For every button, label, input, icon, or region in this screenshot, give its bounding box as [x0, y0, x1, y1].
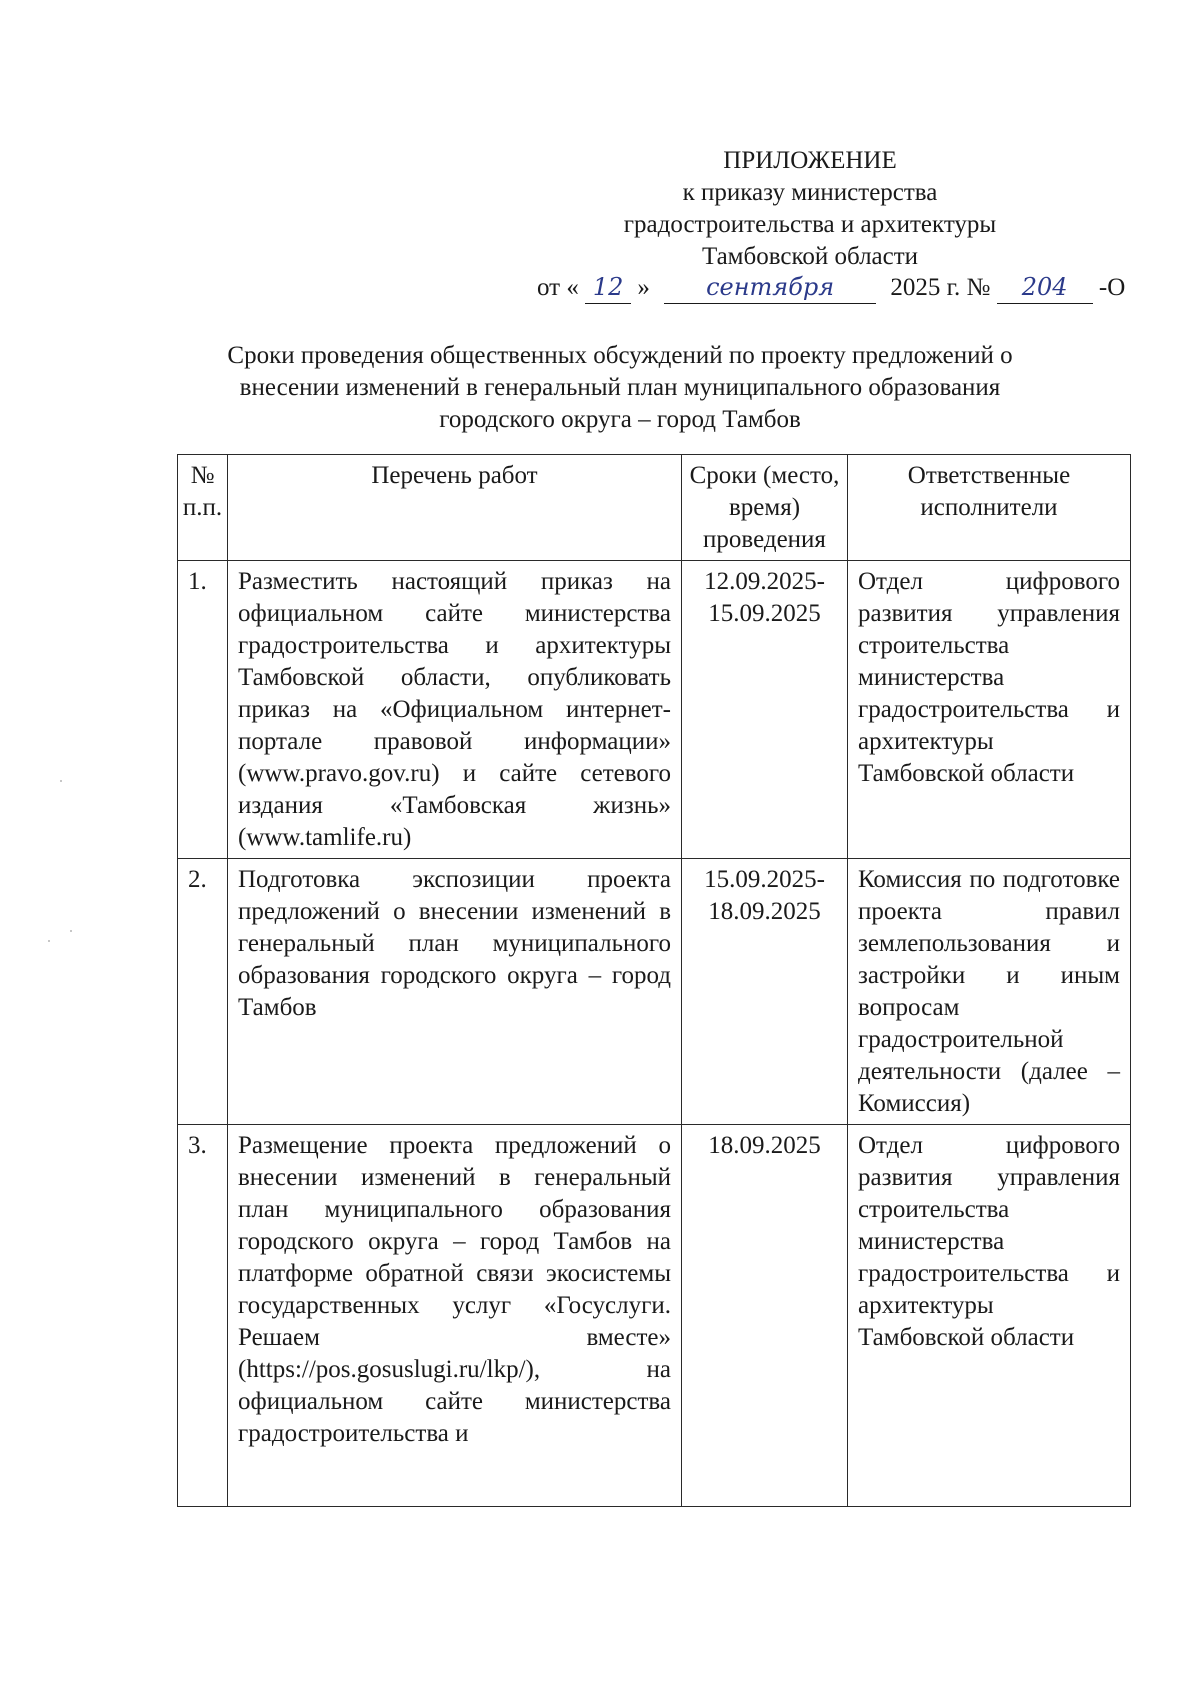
table-row	[178, 561, 1131, 859]
appendix-title: ПРИЛОЖЕНИЕ	[723, 147, 897, 174]
row-1-num: 1.	[178, 561, 228, 859]
order-suffix: -О	[1098, 274, 1126, 301]
row-1-responsible: Отдел цифрового развития управления строительства министерства градостроительства и архитектуры Тамбовской области	[848, 561, 1131, 859]
order-day: 12	[585, 273, 631, 304]
scan-artifact	[48, 940, 50, 942]
header-works: Перечень работ	[228, 455, 682, 561]
scan-artifact	[60, 780, 62, 782]
appendix-line-3: Тамбовской области	[701, 243, 919, 270]
header-num: № п.п.	[178, 455, 228, 561]
order-reference	[537, 272, 1137, 308]
order-month: сентября	[664, 273, 876, 304]
order-prefix: от «	[537, 274, 579, 301]
row-2-terms: 15.09.2025-18.09.2025	[682, 859, 848, 1125]
row-2-works: Подготовка экспозиции проекта предложений о внесении изменений в генеральный план муниципального образования городского округа – город Тамбов	[228, 859, 682, 1125]
order-number: 204	[997, 273, 1093, 304]
table-row	[178, 859, 1131, 1125]
row-3-terms: 18.09.2025	[682, 1125, 848, 1507]
row-3-responsible: Отдел цифрового развития управления строительства министерства градостроительства и архитектуры Тамбовской области	[848, 1125, 1131, 1507]
heading-line-1: Сроки проведения общественных обсуждений по проекту предложений о	[227, 342, 1013, 369]
row-2-responsible: Комиссия по подготовке проекта правил землепользования и застройки и иным вопросам градостроительной деятельности (далее – Комиссия)	[848, 859, 1131, 1125]
document-heading	[170, 340, 1070, 436]
appendix-line-1: к приказу министерства	[682, 179, 938, 206]
appendix-line-2: градостроительства и архитектуры	[623, 211, 997, 238]
row-1-terms: 12.09.2025-15.09.2025	[682, 561, 848, 859]
scan-artifact	[70, 930, 72, 932]
table-header-row	[178, 455, 1131, 561]
row-3-works: Размещение проекта предложений о внесении изменений в генеральный план муниципального образования городского округа – город Тамбов на платформе обратной связи экосистемы государственных услуг «Госуслуги. Решаем вместе» (https://pos.gosuslugi.ru/lkp/), на официальном сайте министерства градостроительства и	[228, 1125, 682, 1507]
table-row	[178, 1125, 1131, 1507]
header-terms: Сроки (место, время) проведения	[682, 455, 848, 561]
row-2-num: 2.	[178, 859, 228, 1125]
appendix-block	[480, 145, 1140, 273]
order-year: 2025 г. №	[890, 274, 991, 301]
schedule-table	[177, 454, 1131, 1507]
heading-line-3: городского округа – город Тамбов	[439, 406, 801, 433]
order-quote-close: »	[637, 274, 650, 301]
heading-line-2: внесении изменений в генеральный план муниципального образования	[239, 374, 1001, 401]
header-responsible: Ответственные исполнители	[848, 455, 1131, 561]
row-3-num: 3.	[178, 1125, 228, 1507]
row-1-works: Разместить настоящий приказ на официальном сайте министерства градостроительства и архитектуры Тамбовской области, опубликовать приказ на «Официальном интернет-портале правовой информации» (www.pravo.gov.ru) и сайте сетевого издания «Тамбовская жизнь» (www.tamlife.ru)	[228, 561, 682, 859]
